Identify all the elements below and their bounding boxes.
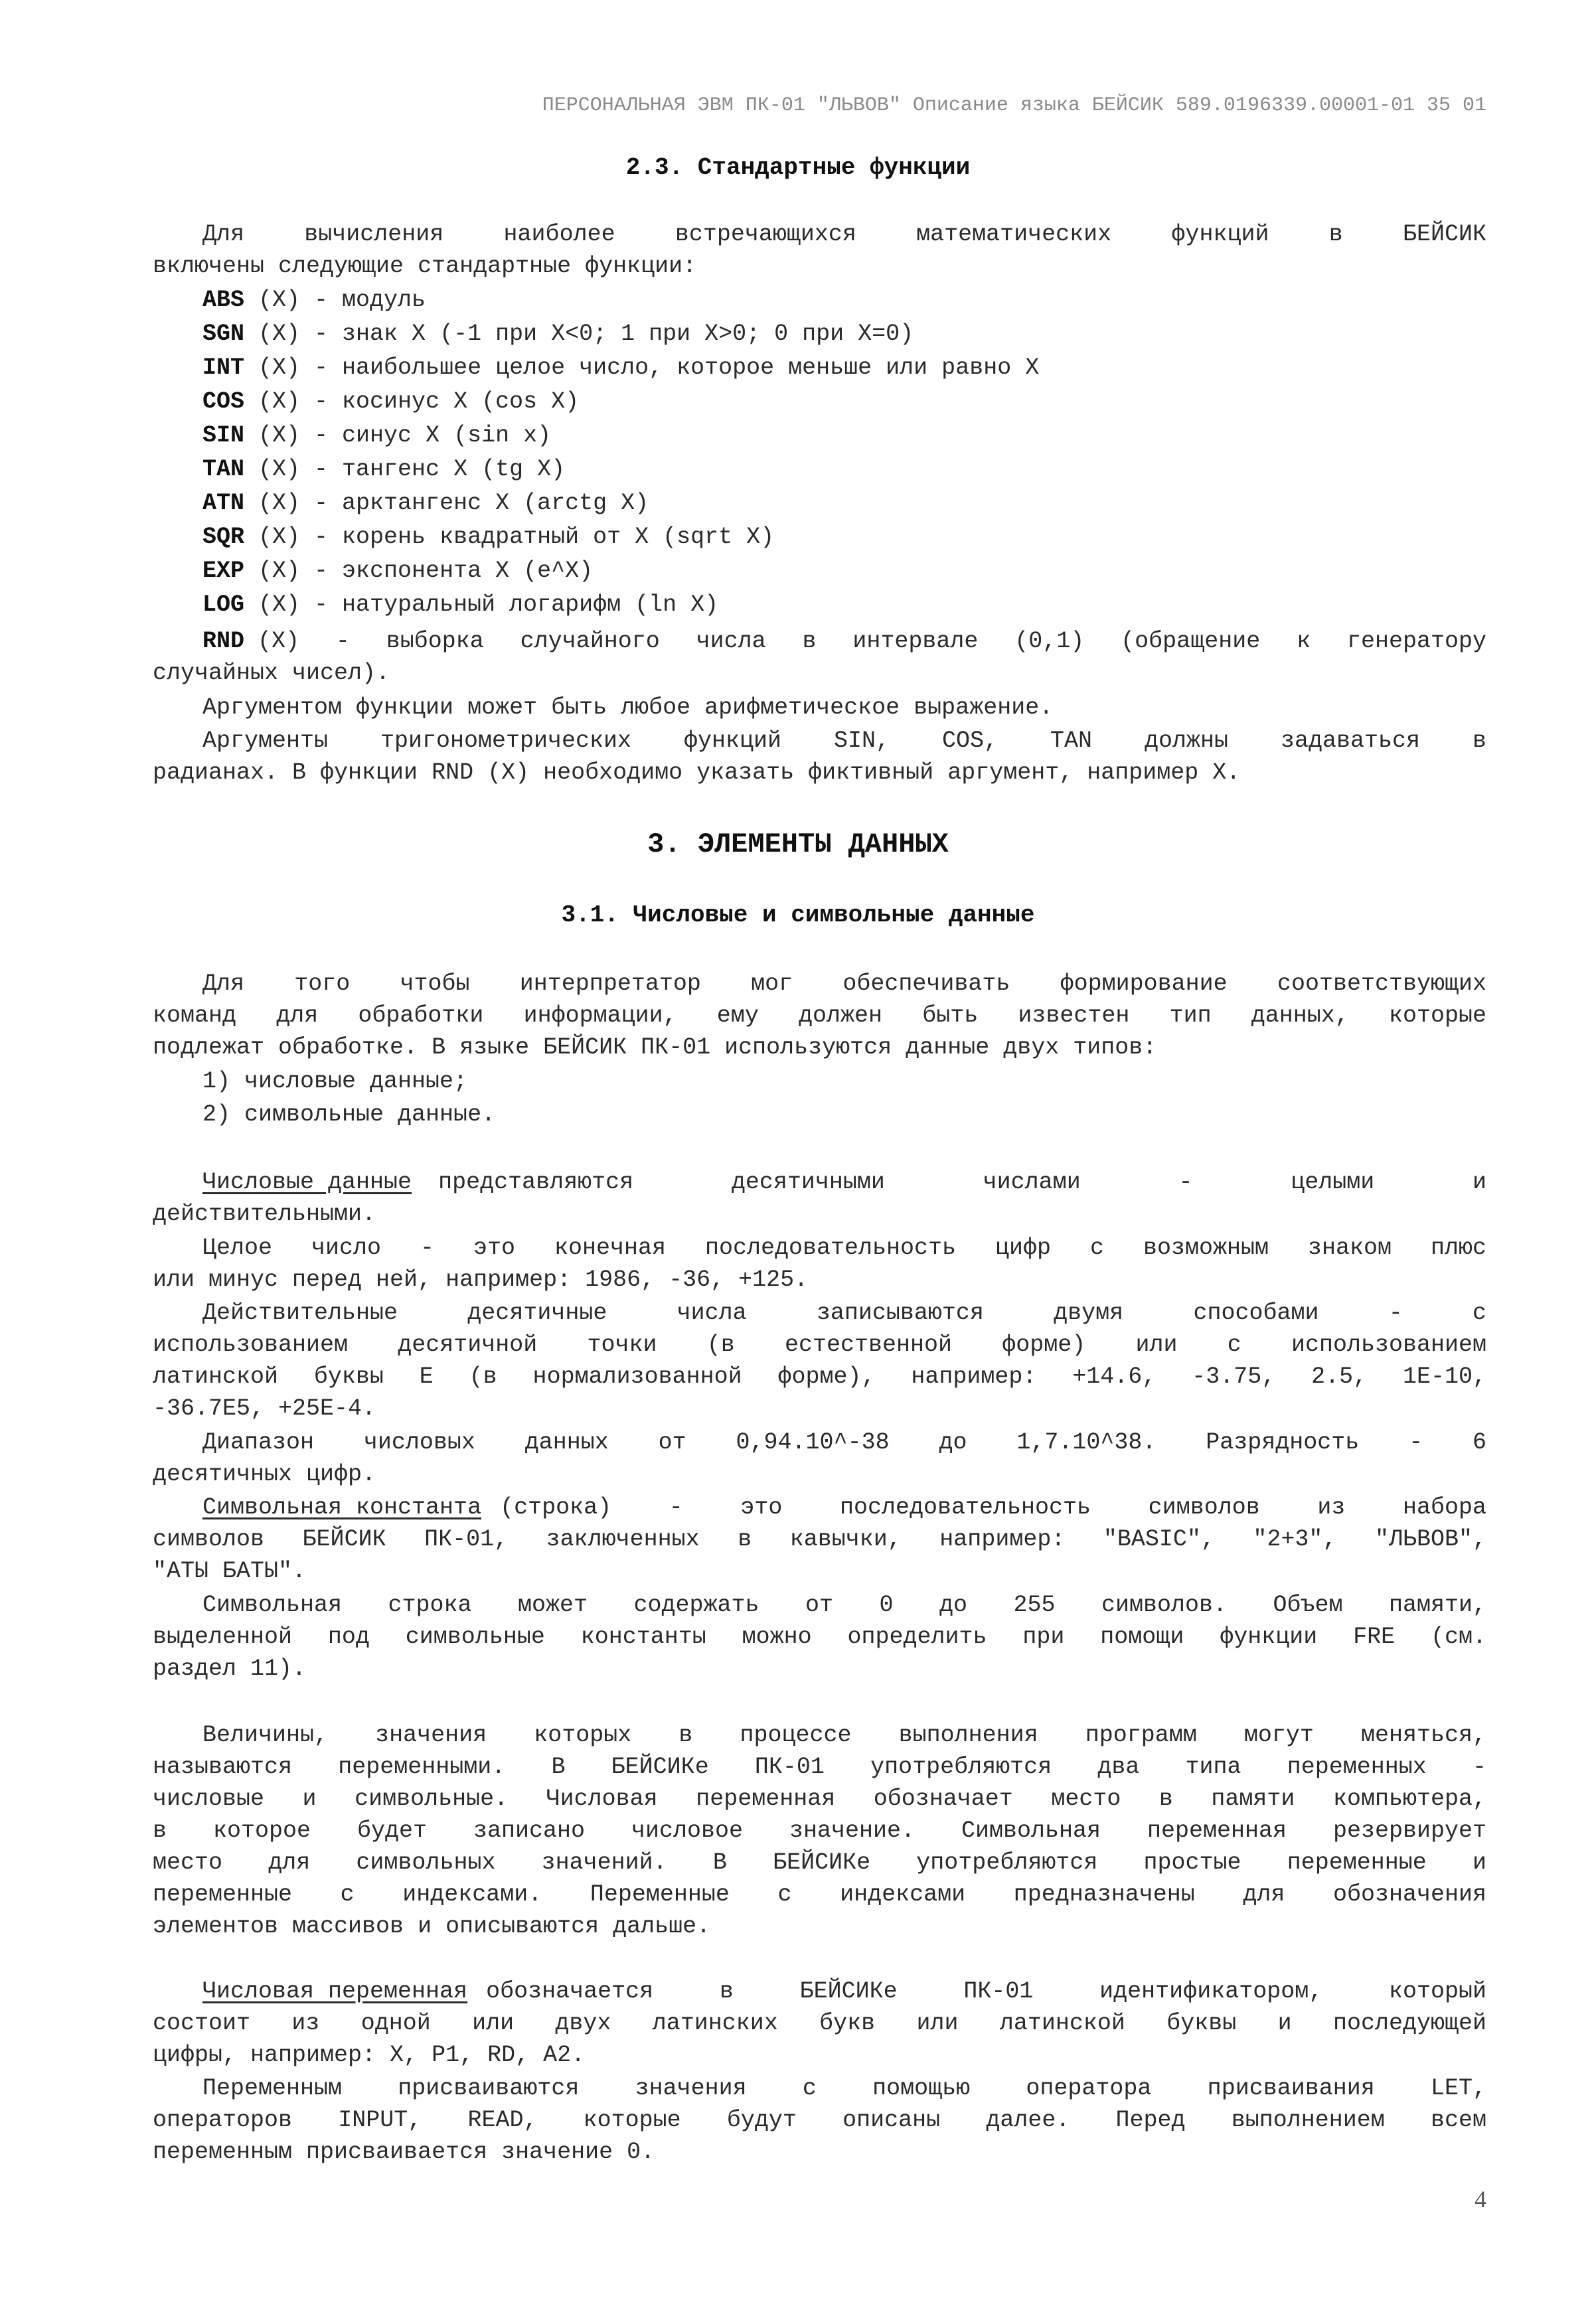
assign-line-1: Переменным присваиваются значения с помощью оператора присваивания LET, xyxy=(202,2075,1486,2102)
assign-line-2: операторов INPUT, READ, которые будут описаны далее. Перед выполнением всем xyxy=(153,2107,1486,2133)
numeric-var-line-1-rest: обозначается в БЕЙСИКе ПК-01 идентификатором, который xyxy=(486,1978,1486,2005)
integer-line-2: или минус перед ней, например: 1986, -36, +125. xyxy=(153,1267,809,1293)
symbolic-const-line-3: "АТЫ БАТЫ". xyxy=(153,1558,307,1585)
function-name: TAN xyxy=(202,456,245,483)
rnd-desc-line-1: (X) - выборка случайного числа в интервале (0,1) (обращение к генератору xyxy=(258,628,1486,655)
function-item xyxy=(202,589,718,620)
function-desc: (X) - экспонента X (e^X) xyxy=(244,558,594,584)
argument-note: Аргументом функции может быть любое арифметическое выражение. xyxy=(202,694,1054,721)
page-number: 4 xyxy=(1475,2186,1486,2212)
range-line-1: Диапазон числовых данных от 0,94.10^-38 до 1,7.10^38. Разрядность - 6 xyxy=(202,1429,1486,1456)
symbolic-const-line-1 xyxy=(202,1492,1486,1523)
list-item: 2) символьные данные. xyxy=(202,1101,496,1128)
function-name: ATN xyxy=(202,490,245,516)
function-item xyxy=(202,522,774,552)
numeric-data-line-2: действительными. xyxy=(153,1201,376,1227)
function-name: LOG xyxy=(202,591,245,618)
function-name: COS xyxy=(202,388,245,415)
section-3-title: 3. ЭЛЕМЕНТЫ ДАННЫХ xyxy=(647,828,949,860)
section-2-3-title: 2.3. Стандартные функции xyxy=(625,154,971,181)
term-numeric-variable: Числовая переменная xyxy=(202,1978,468,2005)
function-desc: (X) - знак X (-1 при X<0; 1 при X>0; 0 при X=0) xyxy=(244,321,914,347)
function-item xyxy=(202,319,914,349)
real-line-1: Действительные десятичные числа записываются двумя способами - с xyxy=(202,1300,1486,1326)
function-name: EXP xyxy=(202,558,245,584)
trig-note-line-1: Аргументы тригонометрических функций SIN, COS, TAN должны задаваться в xyxy=(202,728,1486,754)
integer-line-1: Целое число - это конечная последовательность цифр с возможным знаком плюс xyxy=(202,1235,1486,1261)
para1-line-3: подлежат обработке. В языке БЕЙСИК ПК-01 используются данные двух типов: xyxy=(153,1034,1157,1061)
numeric-var-line-2: состоит из одной или двух латинских букв или латинской буквы и последующей xyxy=(153,2010,1486,2037)
function-item xyxy=(202,386,579,417)
range-line-2: десятичных цифр. xyxy=(153,1461,376,1488)
string-line-1: Символьная строка может содержать от 0 до 255 символов. Объем памяти, xyxy=(202,1592,1486,1618)
trig-note-line-2: радианах. В функции RND (X) необходимо указать фиктивный аргумент, например X. xyxy=(153,759,1241,786)
string-line-3: раздел 11). xyxy=(153,1656,307,1682)
real-line-3: латинской буквы E (в нормализованной форме), например: +14.6, -3.75, 2.5, 1E-10, xyxy=(153,1363,1486,1390)
variables-line-5: место для символьных значений. В БЕЙСИКе употребляются простые переменные и xyxy=(153,1849,1486,1876)
function-desc: (X) - модуль xyxy=(244,287,426,313)
numeric-data-line-1 xyxy=(202,1167,1486,1198)
function-desc: (X) - тангенс X (tg X) xyxy=(244,456,566,483)
variables-line-1: Величины, значения которых в процессе выполнения программ могут меняться, xyxy=(202,1722,1486,1748)
function-desc: (X) - наибольшее целое число, которое меньше или равно X xyxy=(244,354,1040,381)
numeric-data-line-1-rest: представляются десятичными числами - целыми и xyxy=(438,1169,1486,1196)
function-desc: (X) - корень квадратный от X (sqrt X) xyxy=(244,524,775,550)
symbolic-const-line-1-rest: (строка) - это последовательность символов из набора xyxy=(500,1494,1486,1521)
section-3-1-title: 3.1. Числовые и символьные данные xyxy=(561,901,1035,929)
term-numeric-data: Числовые данные xyxy=(202,1169,412,1196)
function-name: ABS xyxy=(202,287,245,313)
function-item xyxy=(202,420,551,451)
function-name: INT xyxy=(202,354,245,381)
function-desc: (X) - арктангенс X (arctg X) xyxy=(244,490,649,516)
variables-line-3: числовые и символьные. Числовая переменная обозначает место в памяти компьютера, xyxy=(153,1786,1486,1812)
symbolic-const-line-2: символов БЕЙСИК ПК-01, заключенных в кавычки, например: "BASIC", "2+3", "ЛЬВОВ", xyxy=(153,1526,1486,1553)
variables-line-7: элементов массивов и описываются дальше. xyxy=(153,1913,711,1940)
variables-line-2: называются переменными. В БЕЙСИКе ПК-01 употребляются два типа переменных - xyxy=(153,1754,1486,1780)
function-name: SQR xyxy=(202,524,245,550)
function-item xyxy=(202,352,1039,383)
function-desc: (X) - синус X (sin x) xyxy=(244,422,552,449)
rnd-desc-line-2: случайных чисел). xyxy=(153,660,390,686)
intro-line-2: включены следующие стандартные функции: xyxy=(153,253,697,279)
real-line-2: использованием десятичной точки (в естественной форме) или с использованием xyxy=(153,1332,1486,1358)
numeric-var-line-3: цифры, например: X, P1, RD, A2. xyxy=(153,2042,586,2068)
function-item xyxy=(202,285,426,315)
string-line-2: выделенной под символьные константы можно определить при помощи функции FRE (см. xyxy=(153,1624,1486,1650)
para1-line-1: Для того чтобы интерпретатор мог обеспечивать формирование соответствующих xyxy=(202,970,1486,997)
function-name: SIN xyxy=(202,422,245,449)
para1-line-2: команд для обработки информации, ему должен быть известен тип данных, которые xyxy=(153,1002,1486,1029)
variables-line-6: переменные с индексами. Переменные с индексами предназначены для обозначения xyxy=(153,1881,1486,1908)
numeric-var-line-1 xyxy=(202,1976,1486,2007)
assign-line-3: переменным присваивается значение 0. xyxy=(153,2139,655,2165)
function-desc: (X) - косинус X (cos X) xyxy=(244,388,580,415)
intro-line-1: Для вычисления наиболее встречающихся математических функций в БЕЙСИК xyxy=(202,221,1486,248)
function-name: SGN xyxy=(202,321,245,347)
variables-line-4: в которое будет записано числовое значение. Символьная переменная резервирует xyxy=(153,1818,1486,1844)
function-desc: (X) - натуральный логарифм (ln X) xyxy=(244,591,719,618)
term-symbolic-constant: Символьная константа xyxy=(202,1494,482,1521)
function-item xyxy=(202,488,649,518)
function-item xyxy=(202,556,593,586)
real-line-4: -36.7E5, +25E-4. xyxy=(153,1395,376,1422)
function-name: RND xyxy=(202,628,245,655)
function-item-rnd xyxy=(202,626,1486,657)
running-header: ПЕРСОНАЛЬНАЯ ЭВМ ПК-01 "ЛЬВОВ" Описание языка БЕЙСИК 589.0196339.00001-01 35 01 xyxy=(542,94,1486,117)
list-item: 1) числовые данные; xyxy=(202,1068,468,1095)
function-item xyxy=(202,454,565,485)
